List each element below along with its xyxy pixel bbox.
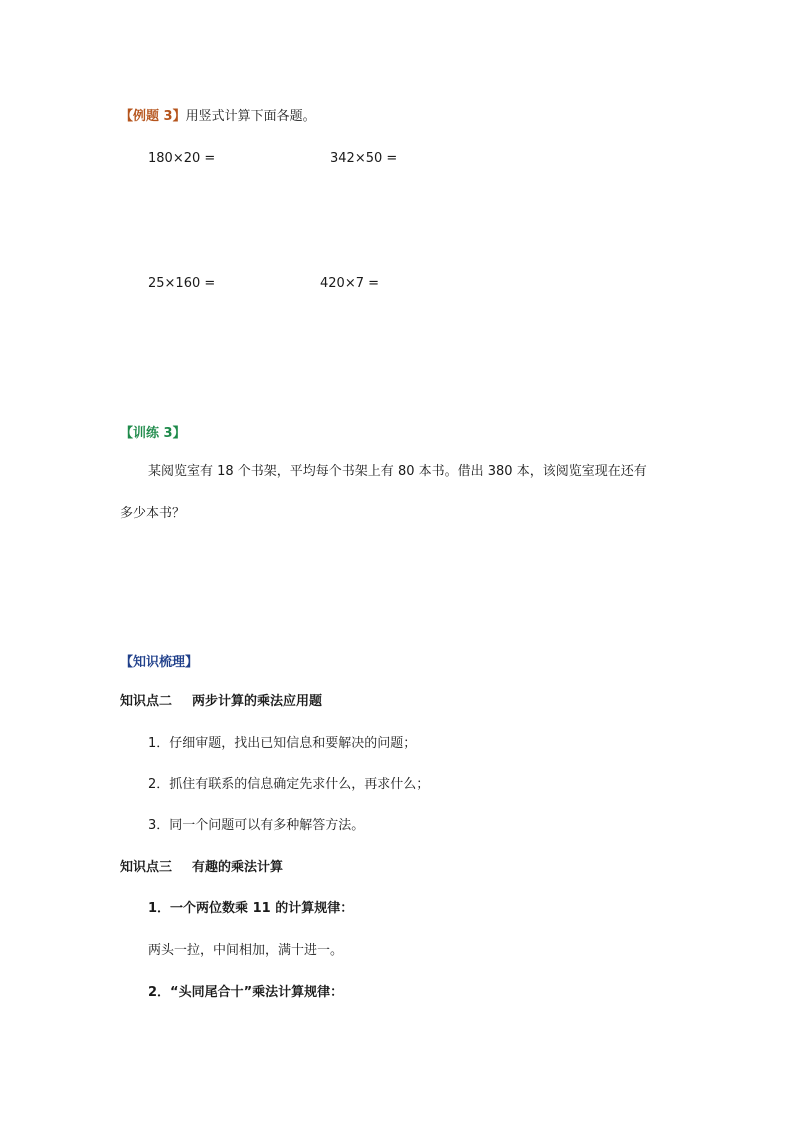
problem-4: 420×7 = bbox=[320, 276, 380, 291]
example-prompt: 用竖式计算下面各题。 bbox=[185, 109, 316, 124]
knowledge-point-2-item-1: 1．仔细审题，找出已知信息和要解决的问题； bbox=[148, 736, 417, 751]
knowledge-point-3-rule-1-desc: 两头一拉，中间相加，满十进一。 bbox=[148, 943, 344, 958]
training-tag: 【训练 3】 bbox=[120, 426, 186, 441]
knowledge-point-2-label: 知识点二 bbox=[120, 694, 173, 709]
knowledge-point-3-heading bbox=[120, 860, 283, 876]
knowledge-point-2-title: 两步计算的乘法应用题 bbox=[192, 694, 323, 709]
knowledge-point-3-label: 知识点三 bbox=[120, 860, 173, 875]
knowledge-point-2-heading bbox=[120, 694, 322, 710]
training-text-line1: 某阅览室有 18 个书架，平均每个书架上有 80 本书。借出 380 本，该阅览室现在还有 bbox=[148, 464, 647, 479]
problem-1: 180×20 = bbox=[148, 151, 216, 166]
knowledge-point-3-rule-2: 2．“头同尾合十”乘法计算规律： bbox=[148, 985, 344, 1000]
knowledge-tag: 【知识梳理】 bbox=[120, 655, 199, 670]
training-text-line2: 多少本书？ bbox=[120, 506, 186, 521]
example-heading bbox=[120, 109, 316, 125]
problem-2: 342×50 = bbox=[330, 151, 398, 166]
knowledge-point-3-title: 有趣的乘法计算 bbox=[192, 860, 284, 875]
knowledge-point-2-item-2: 2．抓住有联系的信息确定先求什么，再求什么； bbox=[148, 777, 430, 792]
problem-3: 25×160 = bbox=[148, 276, 216, 291]
knowledge-point-2-item-3: 3．同一个问题可以有多种解答方法。 bbox=[148, 818, 365, 833]
example-tag: 【例题 3】 bbox=[120, 109, 186, 124]
knowledge-point-3-rule-1: 1．一个两位数乘 11 的计算规律： bbox=[148, 901, 354, 916]
